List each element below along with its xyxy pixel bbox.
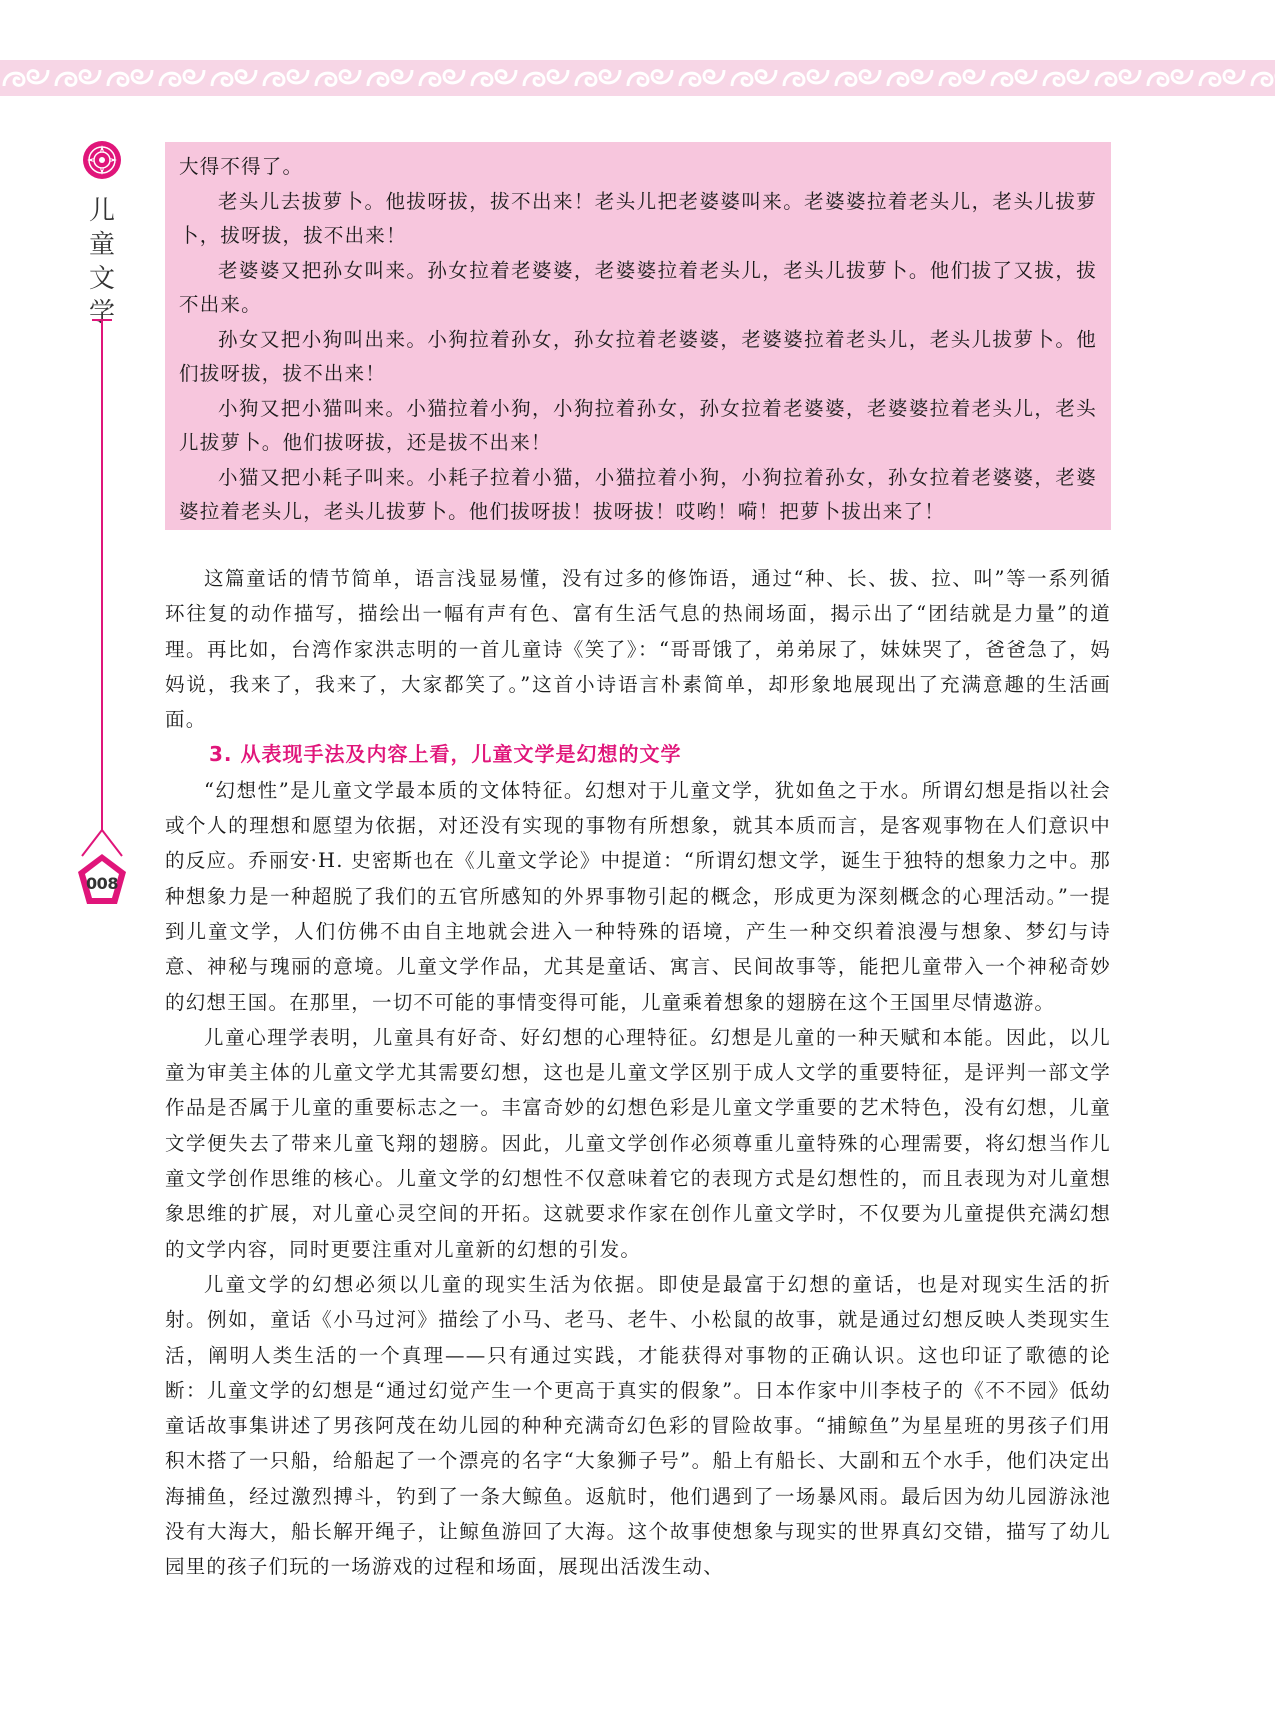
scroll-pattern-icon xyxy=(0,60,1275,96)
body-paragraph: 儿童文学的幻想必须以儿童的现实生活为依据。即使是最富于幻想的童话，也是对现实生活的折射。例如，童话《小马过河》描绘了小马、老马、老牛、小松鼠的故事，就是通过幻想反映人类现实生活，阐明人类生活的一个真理——只有通过实践，才能获得对事物的正确认识。这也印证了歌德的论断：儿童文学的幻想是“通过幻觉产生一个更高于真实的假象”。日本作家中川李枝子的《不不园》低幼童话故事集讲述了男孩阿茂在幼儿园的种种充满奇幻色彩的冒险故事。“捕鲸鱼”为星星班的男孩子们用积木搭了一只船，给船起了一个漂亮的名字“大象狮子号”。船上有船长、大副和五个水手，他们决定出海捕鱼，经过激烈搏斗，钓到了一条大鲸鱼。返航时，他们遇到了一场暴风雨。最后因为幼儿园游泳池没有大海大，船长解开绳子，让鲸鱼游回了大海。这个故事使想象与现实的世界真幻交错，描写了幼儿园里的孩子们玩的一场游戏的过程和场面，展现出活泼生动、 xyxy=(165,1272,1111,1579)
story-paragraph: 老婆婆又把孙女叫来。孙女拉着老婆婆，老婆婆拉着老头儿，老头儿拔萝卜。他们拔了又拔，拔不出来。 xyxy=(179,258,1097,316)
story-paragraph: 孙女又把小狗叫出来。小狗拉着孙女，孙女拉着老婆婆，老婆婆拉着老头儿，老头儿拔萝卜。他们拔呀拔，拔不出来！ xyxy=(179,327,1097,385)
section-heading: 3. 从表现手法及内容上看，儿童文学是幻想的文学 xyxy=(209,742,682,767)
story-paragraph: 小猫又把小耗子叫来。小耗子拉着小猫，小猫拉着小狗，小狗拉着孙女，孙女拉着老婆婆，老婆婆拉着老头儿，老头儿拔萝卜。他们拔呀拔！拔呀拔！哎哟！嗬！把萝卜拔出来了！ xyxy=(179,465,1097,523)
story-excerpt-box xyxy=(165,142,1111,530)
main-text xyxy=(165,561,1111,1585)
story-paragraph: 大得不得了。 xyxy=(179,155,304,178)
book-title-char: 童 xyxy=(88,230,115,260)
page-number: 008 xyxy=(86,874,118,893)
body-paragraph: 这篇童话的情节简单，语言浅显易懂，没有过多的修饰语，通过“种、长、拔、拉、叫”等一系列循环往复的动作描写，描绘出一幅有声有色、富有生活气息的热闹场面，揭示出了“团结就是力量”的道理。再比如，台湾作家洪志明的一首儿童诗《笑了》：“哥哥饿了，弟弟尿了，妹妹哭了，爸爸急了，妈妈说，我来了，我来了，大家都笑了。”这首小诗语言朴素简单，却形象地展现出了充满意趣的生活画面。 xyxy=(165,567,1111,732)
body-paragraph: “幻想性”是儿童文学最本质的文体特征。幻想对于儿童文学，犹如鱼之于水。所谓幻想是指以社会或个人的理想和愿望为依据，对还没有实现的事物有所想象，就其本质而言，是客观事物在人们意识中的反应。乔丽安·H. 史密斯也在《儿童文学论》中提道：“所谓幻想文学，诞生于独特的想象力之中。那种想象力是一种超脱了我们的五官所感知的外界事物引起的概念，形成更为深刻概念的心理活动。”一提到儿童文学，人们仿佛不由自主地就会进入一种特殊的语境，产生一种交织着浪漫与想象、梦幻与诗意、神秘与瑰丽的意境。儿童文学作品，尤其是童话、寓言、民间故事等，能把儿童带入一个神秘奇妙的幻想王国。在那里，一切不可能的事情变得可能，儿童乘着想象的翅膀在这个王国里尽情遨游。 xyxy=(165,778,1111,1014)
story-paragraph: 老头儿去拔萝卜。他拔呀拔，拔不出来！老头儿把老婆婆叫来。老婆婆拉着老头儿，老头儿拔萝卜，拔呀拔，拔不出来！ xyxy=(179,189,1097,247)
book-title-char: 儿 xyxy=(88,196,115,226)
side-column xyxy=(76,140,128,940)
story-paragraph: 小狗又把小猫叫来。小猫拉着小狗，小狗拉着孙女，孙女拉着老婆婆，老婆婆拉着老头儿，老头儿拔萝卜。他们拔呀拔，还是拔不出来！ xyxy=(179,396,1097,454)
header-ornament-band xyxy=(0,60,1275,96)
book-title-char: 文 xyxy=(88,264,115,294)
book-title-char: 学 xyxy=(88,298,115,328)
body-paragraph: 儿童心理学表明，儿童具有好奇、好幻想的心理特征。幻想是儿童的一种天赋和本能。因此，以儿童为审美主体的儿童文学尤其需要幻想，这也是儿童文学区别于成人文学的重要特征，是评判一部文学作品是否属于儿童的重要标志之一。丰富奇妙的幻想色彩是儿童文学重要的艺术特色，没有幻想，儿童文学便失去了带来儿童飞翔的翅膀。因此，儿童文学创作必须尊重儿童特殊的心理需要，将幻想当作儿童文学创作思维的核心。儿童文学的幻想性不仅意味着它的表现方式是幻想性的，而且表现为对儿童想象思维的扩展，对儿童心灵空间的开拓。这就要求作家在创作儿童文学时，不仅要为儿童提供充满幻想的文学内容，同时更要注重对儿童新的幻想的引发。 xyxy=(165,1025,1111,1261)
side-line-icon xyxy=(76,140,128,920)
